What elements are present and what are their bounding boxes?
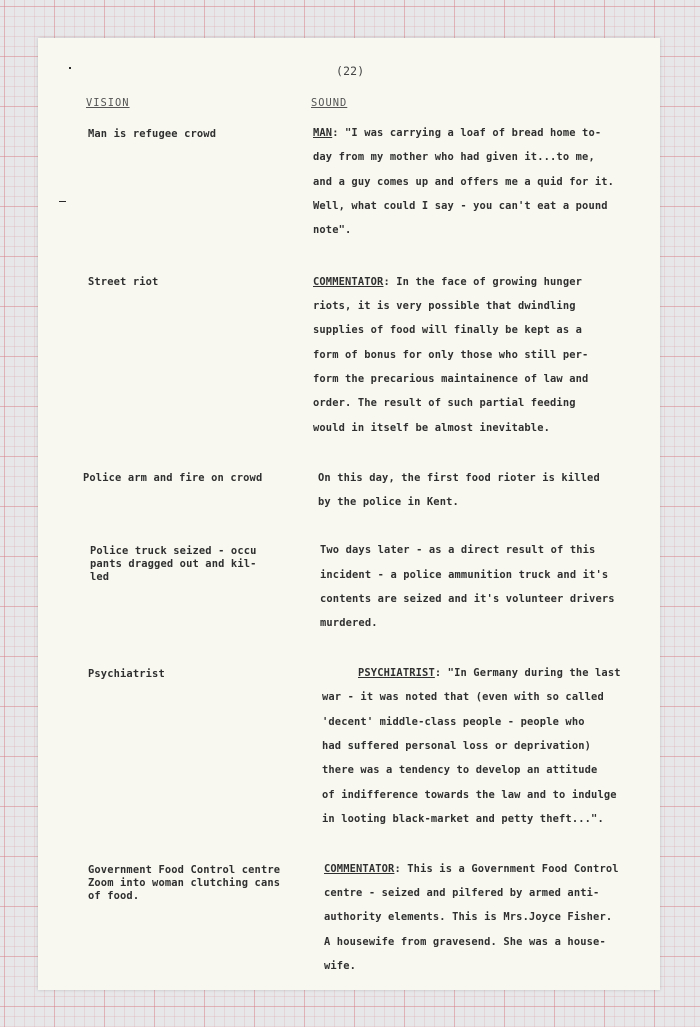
- speaker-label: MAN: [313, 127, 333, 139]
- speaker-label: PSYCHIATRIST: [358, 667, 435, 679]
- vision-line: Zoom into woman clutching cans: [88, 877, 281, 889]
- script-line: had suffered personal loss or deprivation): [322, 740, 592, 752]
- script-line: form the precarious maintainence of law and: [313, 373, 589, 385]
- script-line: COMMENTATOR: In the face of growing hunger: [313, 276, 583, 288]
- script-line: supplies of food will finally be kept as a: [313, 324, 583, 336]
- sound-column-header: SOUND: [311, 97, 348, 109]
- script-line: PSYCHIATRIST: "In Germany during the last: [358, 667, 621, 679]
- script-line: MAN: "I was carrying a loaf of bread home to-: [313, 127, 602, 139]
- vision-cue: Police arm and fire on crowd: [83, 472, 263, 484]
- pencil-mark: [59, 201, 66, 202]
- document-page: [38, 38, 660, 990]
- script-line: day from my mother who had given it...to me,: [313, 151, 595, 163]
- script-line: would in itself be almost inevitable.: [313, 422, 551, 434]
- script-line: order. The result of such partial feeding: [313, 397, 576, 409]
- script-line: authority elements. This is Mrs.Joyce Fisher.: [324, 911, 613, 923]
- vision-line: of food.: [88, 890, 140, 902]
- vision-line: led: [90, 571, 110, 583]
- script-line: of indifference towards the law and to indulge: [322, 789, 617, 801]
- vision-column-header: VISION: [86, 97, 130, 109]
- script-line: and a guy comes up and offers me a quid for it.: [313, 176, 615, 188]
- vision-cue: Psychiatrist: [88, 668, 165, 680]
- vision-cue: Street riot: [88, 276, 159, 288]
- script-line: 'decent' middle-class people - people who: [322, 716, 585, 728]
- script-line: A housewife from gravesend. She was a house-: [324, 936, 606, 948]
- speaker-label: COMMENTATOR: [313, 276, 384, 288]
- vision-cue: Man is refugee crowd: [88, 128, 217, 140]
- vision-line: Government Food Control centre: [88, 864, 281, 876]
- script-line: On this day, the first food rioter is killed: [318, 472, 600, 484]
- script-line: incident - a police ammunition truck and it's: [320, 569, 609, 581]
- script-line: in looting black-market and petty theft...".: [322, 813, 604, 825]
- script-line: there was a tendency to develop an attitude: [322, 764, 598, 776]
- speaker-label: COMMENTATOR: [324, 863, 395, 875]
- script-line: note".: [313, 224, 352, 236]
- script-line: war - it was noted that (even with so called: [322, 691, 604, 703]
- script-line: Well, what could I say - you can't eat a pound: [313, 200, 608, 212]
- script-line: Two days later - as a direct result of this: [320, 544, 596, 556]
- script-line: COMMENTATOR: This is a Government Food Control: [324, 863, 619, 875]
- script-line: murdered.: [320, 617, 378, 629]
- script-line: form of bonus for only those who still per-: [313, 349, 589, 361]
- script-line: by the police in Kent.: [318, 496, 459, 508]
- script-line: wife.: [324, 960, 357, 972]
- page-number: (22): [336, 64, 365, 78]
- script-line: centre - seized and pilfered by armed anti-: [324, 887, 600, 899]
- pencil-mark: [69, 67, 71, 69]
- script-line: riots, it is very possible that dwindling: [313, 300, 576, 312]
- vision-line: pants dragged out and kil-: [90, 558, 257, 570]
- vision-line: Police truck seized - occu: [90, 545, 257, 557]
- script-line: contents are seized and it's volunteer drivers: [320, 593, 615, 605]
